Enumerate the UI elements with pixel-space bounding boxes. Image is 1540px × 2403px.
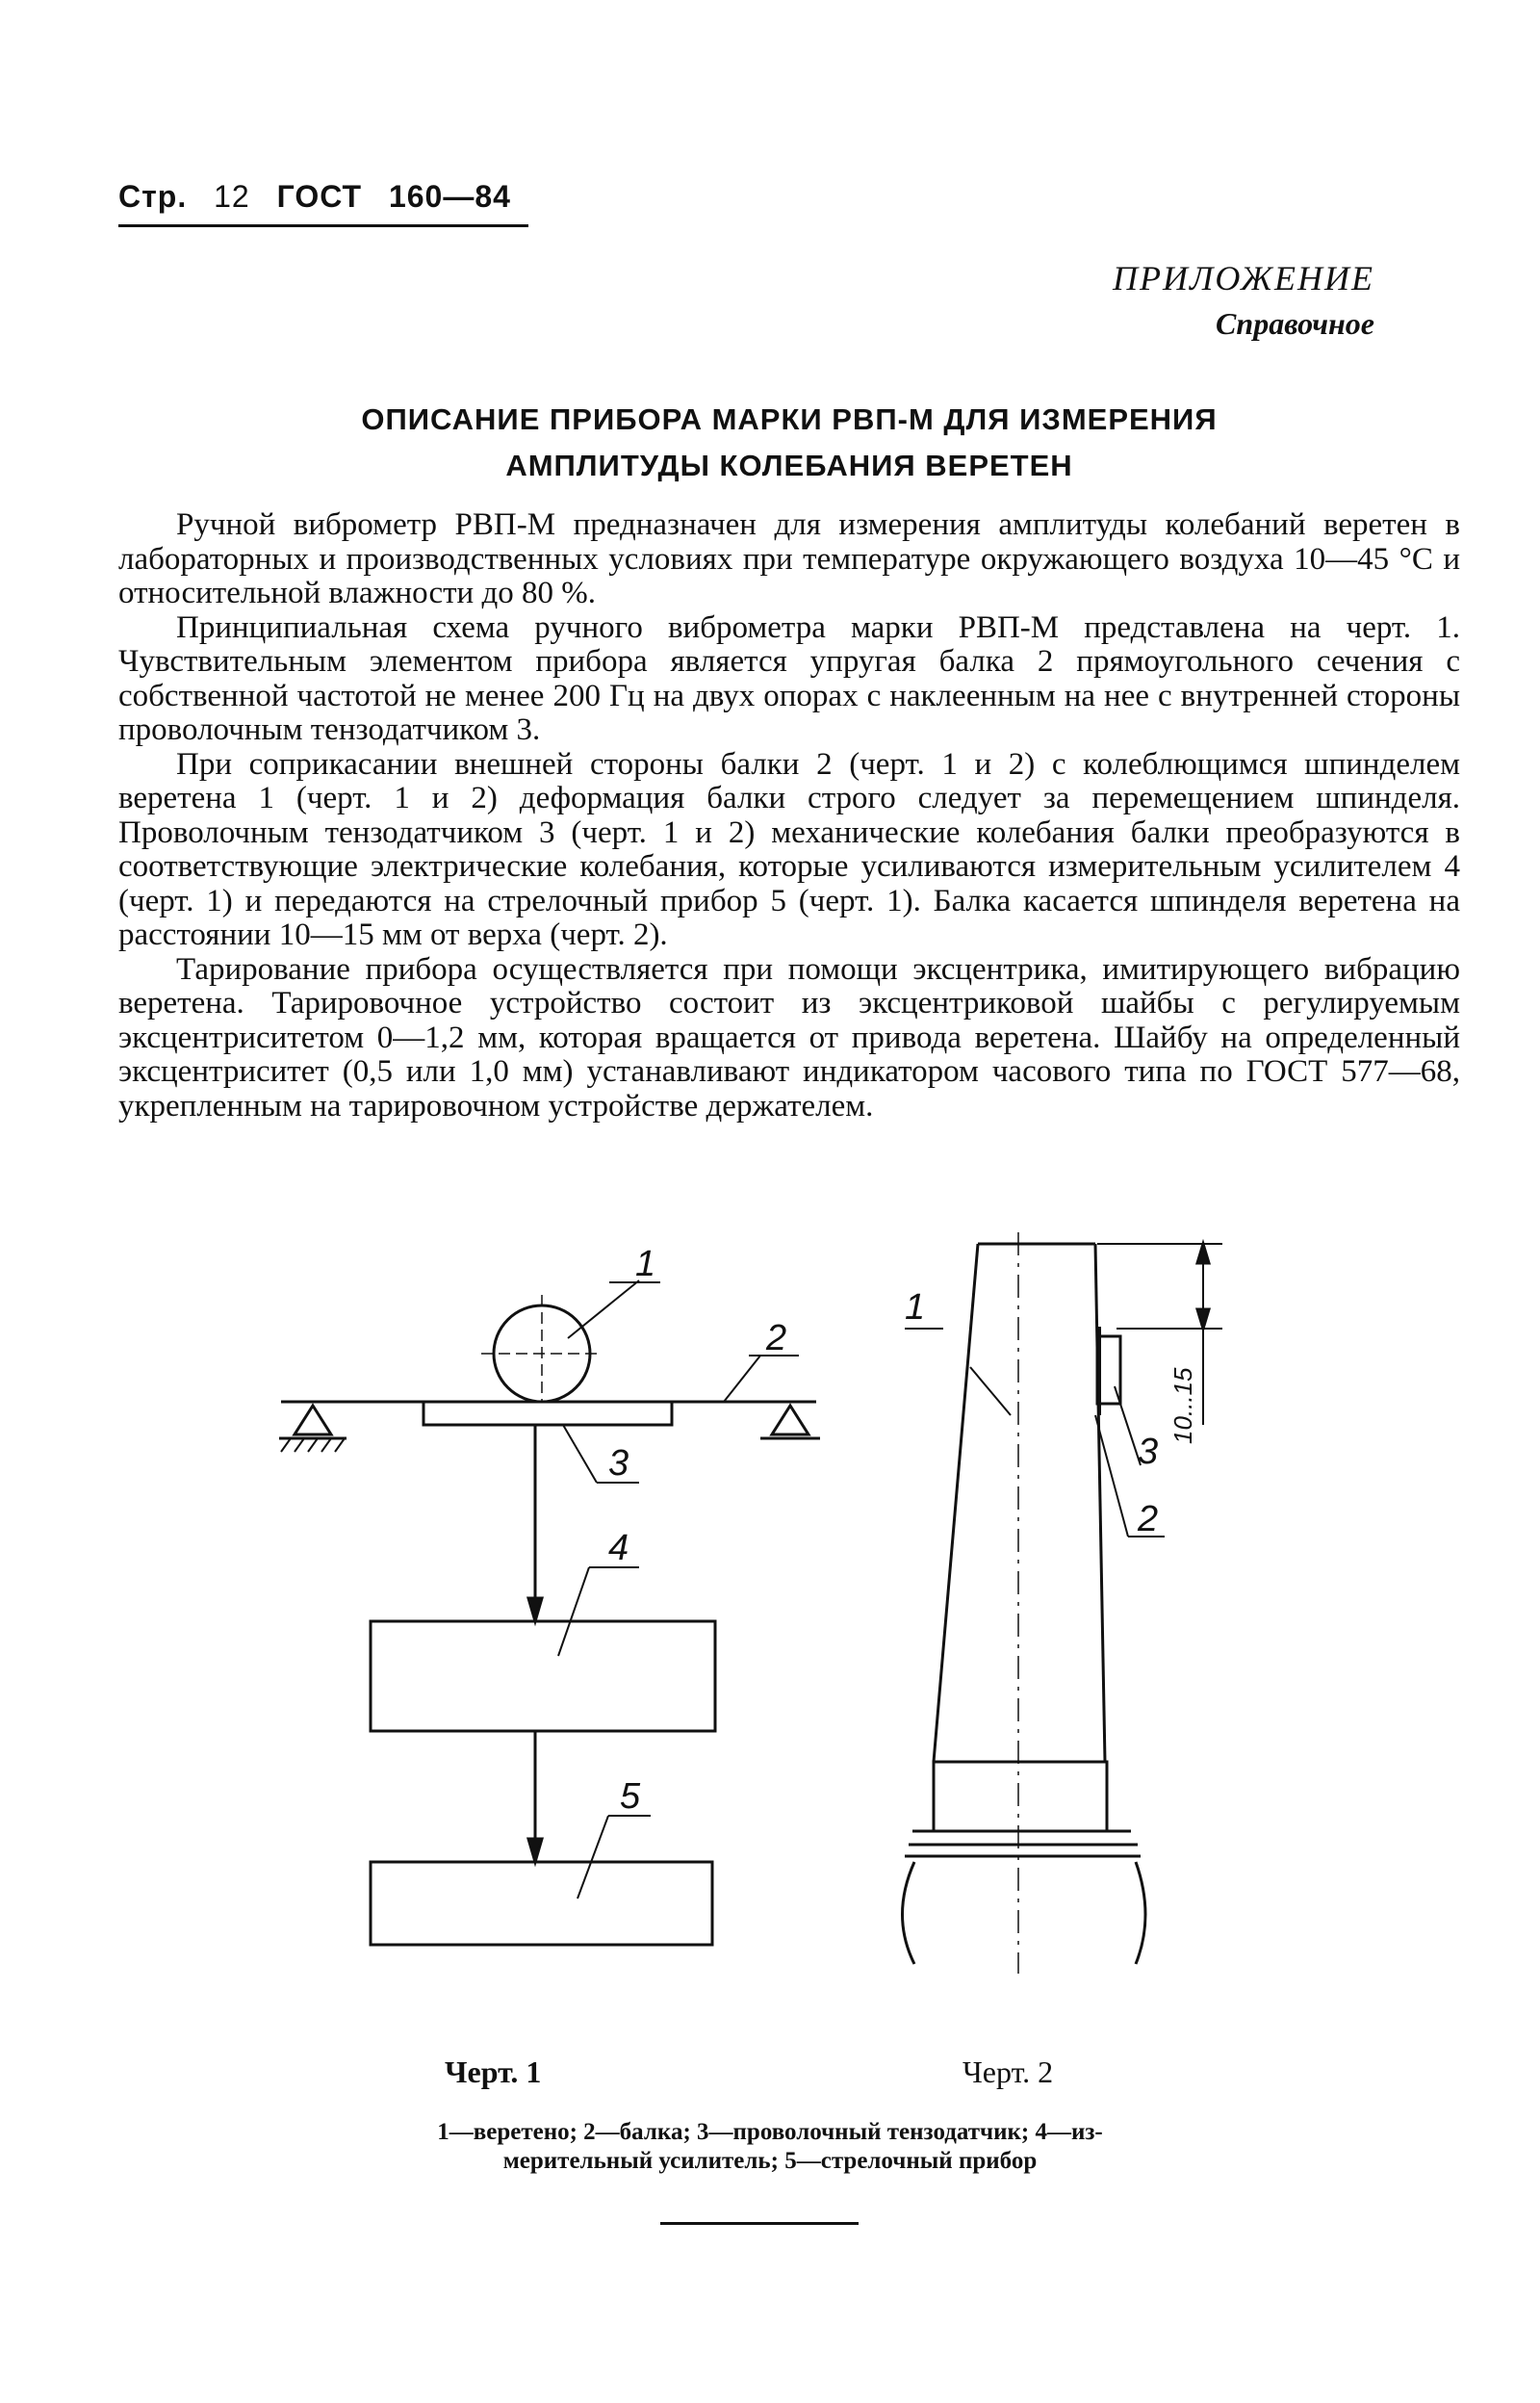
legend-line-1: 1—веретено; 2—балка; 3—проволочный тензодатчик; 4—из-	[437, 2119, 1103, 2145]
header-prefix: Стр.	[118, 179, 188, 214]
fig1-label-4: 4	[608, 1528, 629, 1568]
fig1-amplifier-box	[371, 1621, 715, 1731]
figure2-caption: Черт. 2	[962, 2054, 1054, 2089]
figure1-caption: Черт. 1	[445, 2054, 542, 2089]
appendix-block	[1113, 258, 1374, 342]
appendix-label: ПРИЛОЖЕНИЕ	[1113, 259, 1374, 297]
legend-line-2: мерительный усилитель; 5—стрелочный прибор	[502, 2148, 1038, 2174]
fig1-strain-gauge	[424, 1402, 672, 1425]
fig1-indicator-box	[371, 1862, 712, 1945]
page-header	[118, 179, 528, 227]
body-text	[118, 508, 1460, 1124]
fig2-label-1: 1	[905, 1287, 926, 1328]
paragraph-4: Тарирование прибора осуществляется при помощи эксцентрика, имитирующего вибрацию веретена. Тарировочное устройство состоит из эксцентриковой шайбы с регулируемым эксцентриситетом 0—1,2 мм, которая вращается от привода веретена. Шайбу на определенный эксцентриситет (0,5 или 1,0 мм) устанавливают индикатором часового типа по ГОСТ 577—68, укрепленным на тарировочном устройстве держателем.	[118, 951, 1460, 1124]
document-title	[118, 397, 1460, 489]
fig2-label-3: 3	[1138, 1432, 1159, 1472]
fig2-dimension-label: 10...15	[1168, 1367, 1197, 1444]
paragraph-1: Ручной виброметр РВП-М предназначен для измерения амплитуды колебаний веретен в лабораторных и производственных условиях при температуре окружающего воздуха 10—45 °С и относительной влажности до 80 %.	[118, 507, 1460, 610]
appendix-type: Справочное	[1216, 306, 1374, 341]
header-standard: ГОСТ	[276, 179, 363, 214]
title-line-2: АМПЛИТУДЫ КОЛЕБАНИЯ ВЕРЕТЕН	[505, 449, 1073, 482]
fig2-label-2: 2	[1138, 1499, 1159, 1539]
fig1-left-support	[295, 1406, 331, 1434]
paragraph-2: Принципиальная схема ручного виброметра марки РВП-М представлена на черт. 1. Чувствительным элементом прибора является упругая балка 2 прямоугольного сечения с собственной частотой не менее 200 Гц на двух опорах с наклеенным на нее с внутренней стороны проволочным тензодатчиком 3.	[118, 609, 1460, 747]
figure1-schematic	[279, 1280, 820, 1945]
fig1-label-2: 2	[766, 1318, 787, 1358]
figure-legend	[289, 2118, 1251, 2176]
paragraph-3: При соприкасании внешней стороны балки 2 (черт. 1 и 2) с колеблющимся шпинделем веретена 1 (черт. 1 и 2) деформация балки строго следует за перемещением шпинделя. Проволочным тензодатчиком 3 (черт. 1 и 2) механические колебания балки преобразуются в соответствующие электрические колебания, которые усиливаются измерительным усилителем 4 (черт. 1) и передаются на стрелочный прибор 5 (черт. 1). Балка касается шпинделя веретена на расстоянии 10—15 мм от верха (черт. 2).	[118, 746, 1460, 952]
fig1-arrow-1	[528, 1598, 542, 1621]
header-standard-number: 160—84	[388, 179, 511, 214]
end-rule	[660, 2222, 859, 2225]
fig1-label-1: 1	[635, 1244, 656, 1284]
figures-drawing	[0, 1213, 1540, 2234]
header-page-number: 12	[214, 179, 250, 214]
fig1-label-5: 5	[620, 1776, 641, 1817]
title-line-1: ОПИСАНИЕ ПРИБОРА МАРКИ РВП-М ДЛЯ ИЗМЕРЕНИЯ	[361, 402, 1218, 436]
fig1-arrow-2	[528, 1839, 542, 1862]
fig1-label-3: 3	[608, 1443, 629, 1484]
figure2-spindle	[903, 1232, 1223, 1974]
fig1-right-support	[772, 1406, 808, 1434]
